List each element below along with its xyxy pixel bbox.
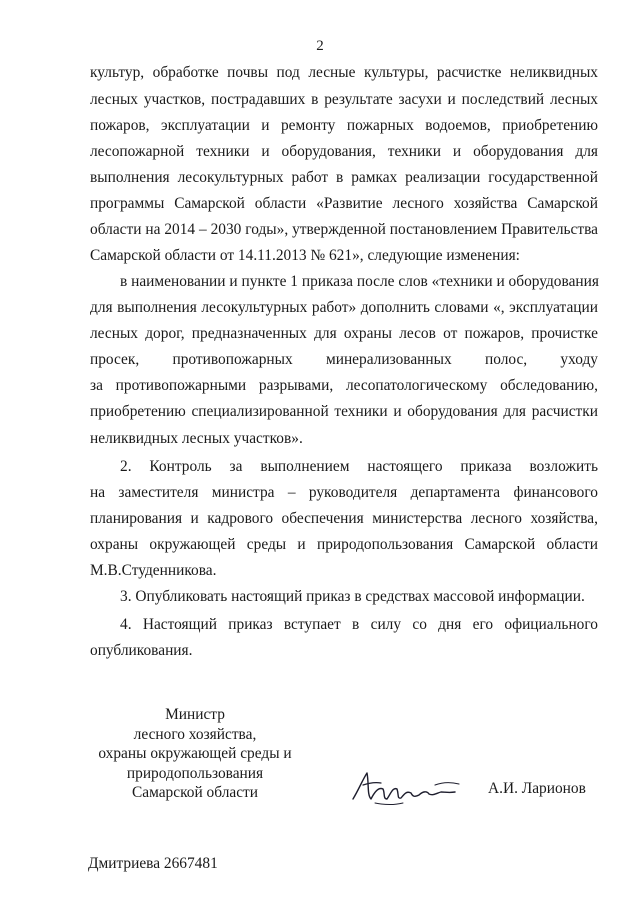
signatory-position (95, 705, 295, 803)
body-line-12: просек, противопожарных минерализованных полос, уходу (90, 351, 598, 368)
item-2-line-4: охраны окружающей среды и природопользования Самарской области (90, 536, 598, 553)
item-2-line-5: М.В.Студенникова. (90, 562, 217, 579)
position-line-3: охраны окружающей среды и (98, 745, 292, 762)
body-line-5: выполнения лесокультурных работ в рамках реализации государственной (90, 169, 598, 186)
body-line-3: пожаров, эксплуатации и ремонту пожарных водоемов, приобретению (90, 117, 598, 134)
item-4-line-2: опубликования. (90, 642, 193, 659)
position-line-2: лесного хозяйства, (133, 725, 257, 743)
signer-name: А.И. Ларионов (488, 780, 586, 797)
body-line-9: в наименовании и пункте 1 приказа после слов «техники и оборудования (120, 273, 599, 290)
body-line-15: неликвидных лесных участков». (90, 430, 303, 447)
body-line-1: культур, обработке почвы под лесные культуры, расчистке неликвидных (90, 64, 598, 81)
position-line-4: природопользования (126, 764, 264, 782)
item-3-line-1: 3. Опубликовать настоящий приказ в средствах массовой информации. (120, 588, 585, 605)
body-line-8: Самарской области от 14.11.2013 № 621», следующие изменения: (90, 247, 520, 264)
executor-info: Дмитриева 2667481 (88, 855, 218, 872)
handwritten-signature-icon (345, 765, 470, 810)
item-2-line-1: 2. Контроль за выполнением настоящего приказа возложить (120, 458, 598, 475)
item-2-line-3: планирования и кадрового обеспечения министерства лесного хозяйства, (90, 510, 598, 527)
position-line-5: Самарской области (131, 784, 258, 801)
body-line-4: лесопожарной техники и оборудования, техники и оборудования для (90, 143, 598, 160)
page-number: 2 (316, 38, 324, 54)
item-4-line-1: 4. Настоящий приказ вступает в силу со дня его официального (120, 616, 598, 633)
body-line-14: приобретению специализированной техники и оборудования для расчистки (90, 403, 598, 420)
body-line-11: лесных дорог, предназначенных для охраны лесов от пожаров, прочистке (90, 325, 598, 342)
body-line-13: за противопожарными разрывами, лесопатологическому обследованию, (90, 377, 598, 394)
body-line-7: области на 2014 – 2030 годы», утвержденной постановлением Правительства (90, 221, 598, 238)
body-line-10: для выполнения лесокультурных работ» дополнить словами «, эксплуатации (90, 299, 598, 316)
body-line-2: лесных участков, пострадавших в результате засухи и последствий лесных (90, 91, 598, 108)
item-2-line-2: на заместителя министра – руководителя департамента финансового (90, 484, 598, 501)
body-line-6: программы Самарской области «Развитие лесного хозяйства Самарской (90, 195, 598, 212)
position-line-1: Министр (165, 706, 225, 723)
